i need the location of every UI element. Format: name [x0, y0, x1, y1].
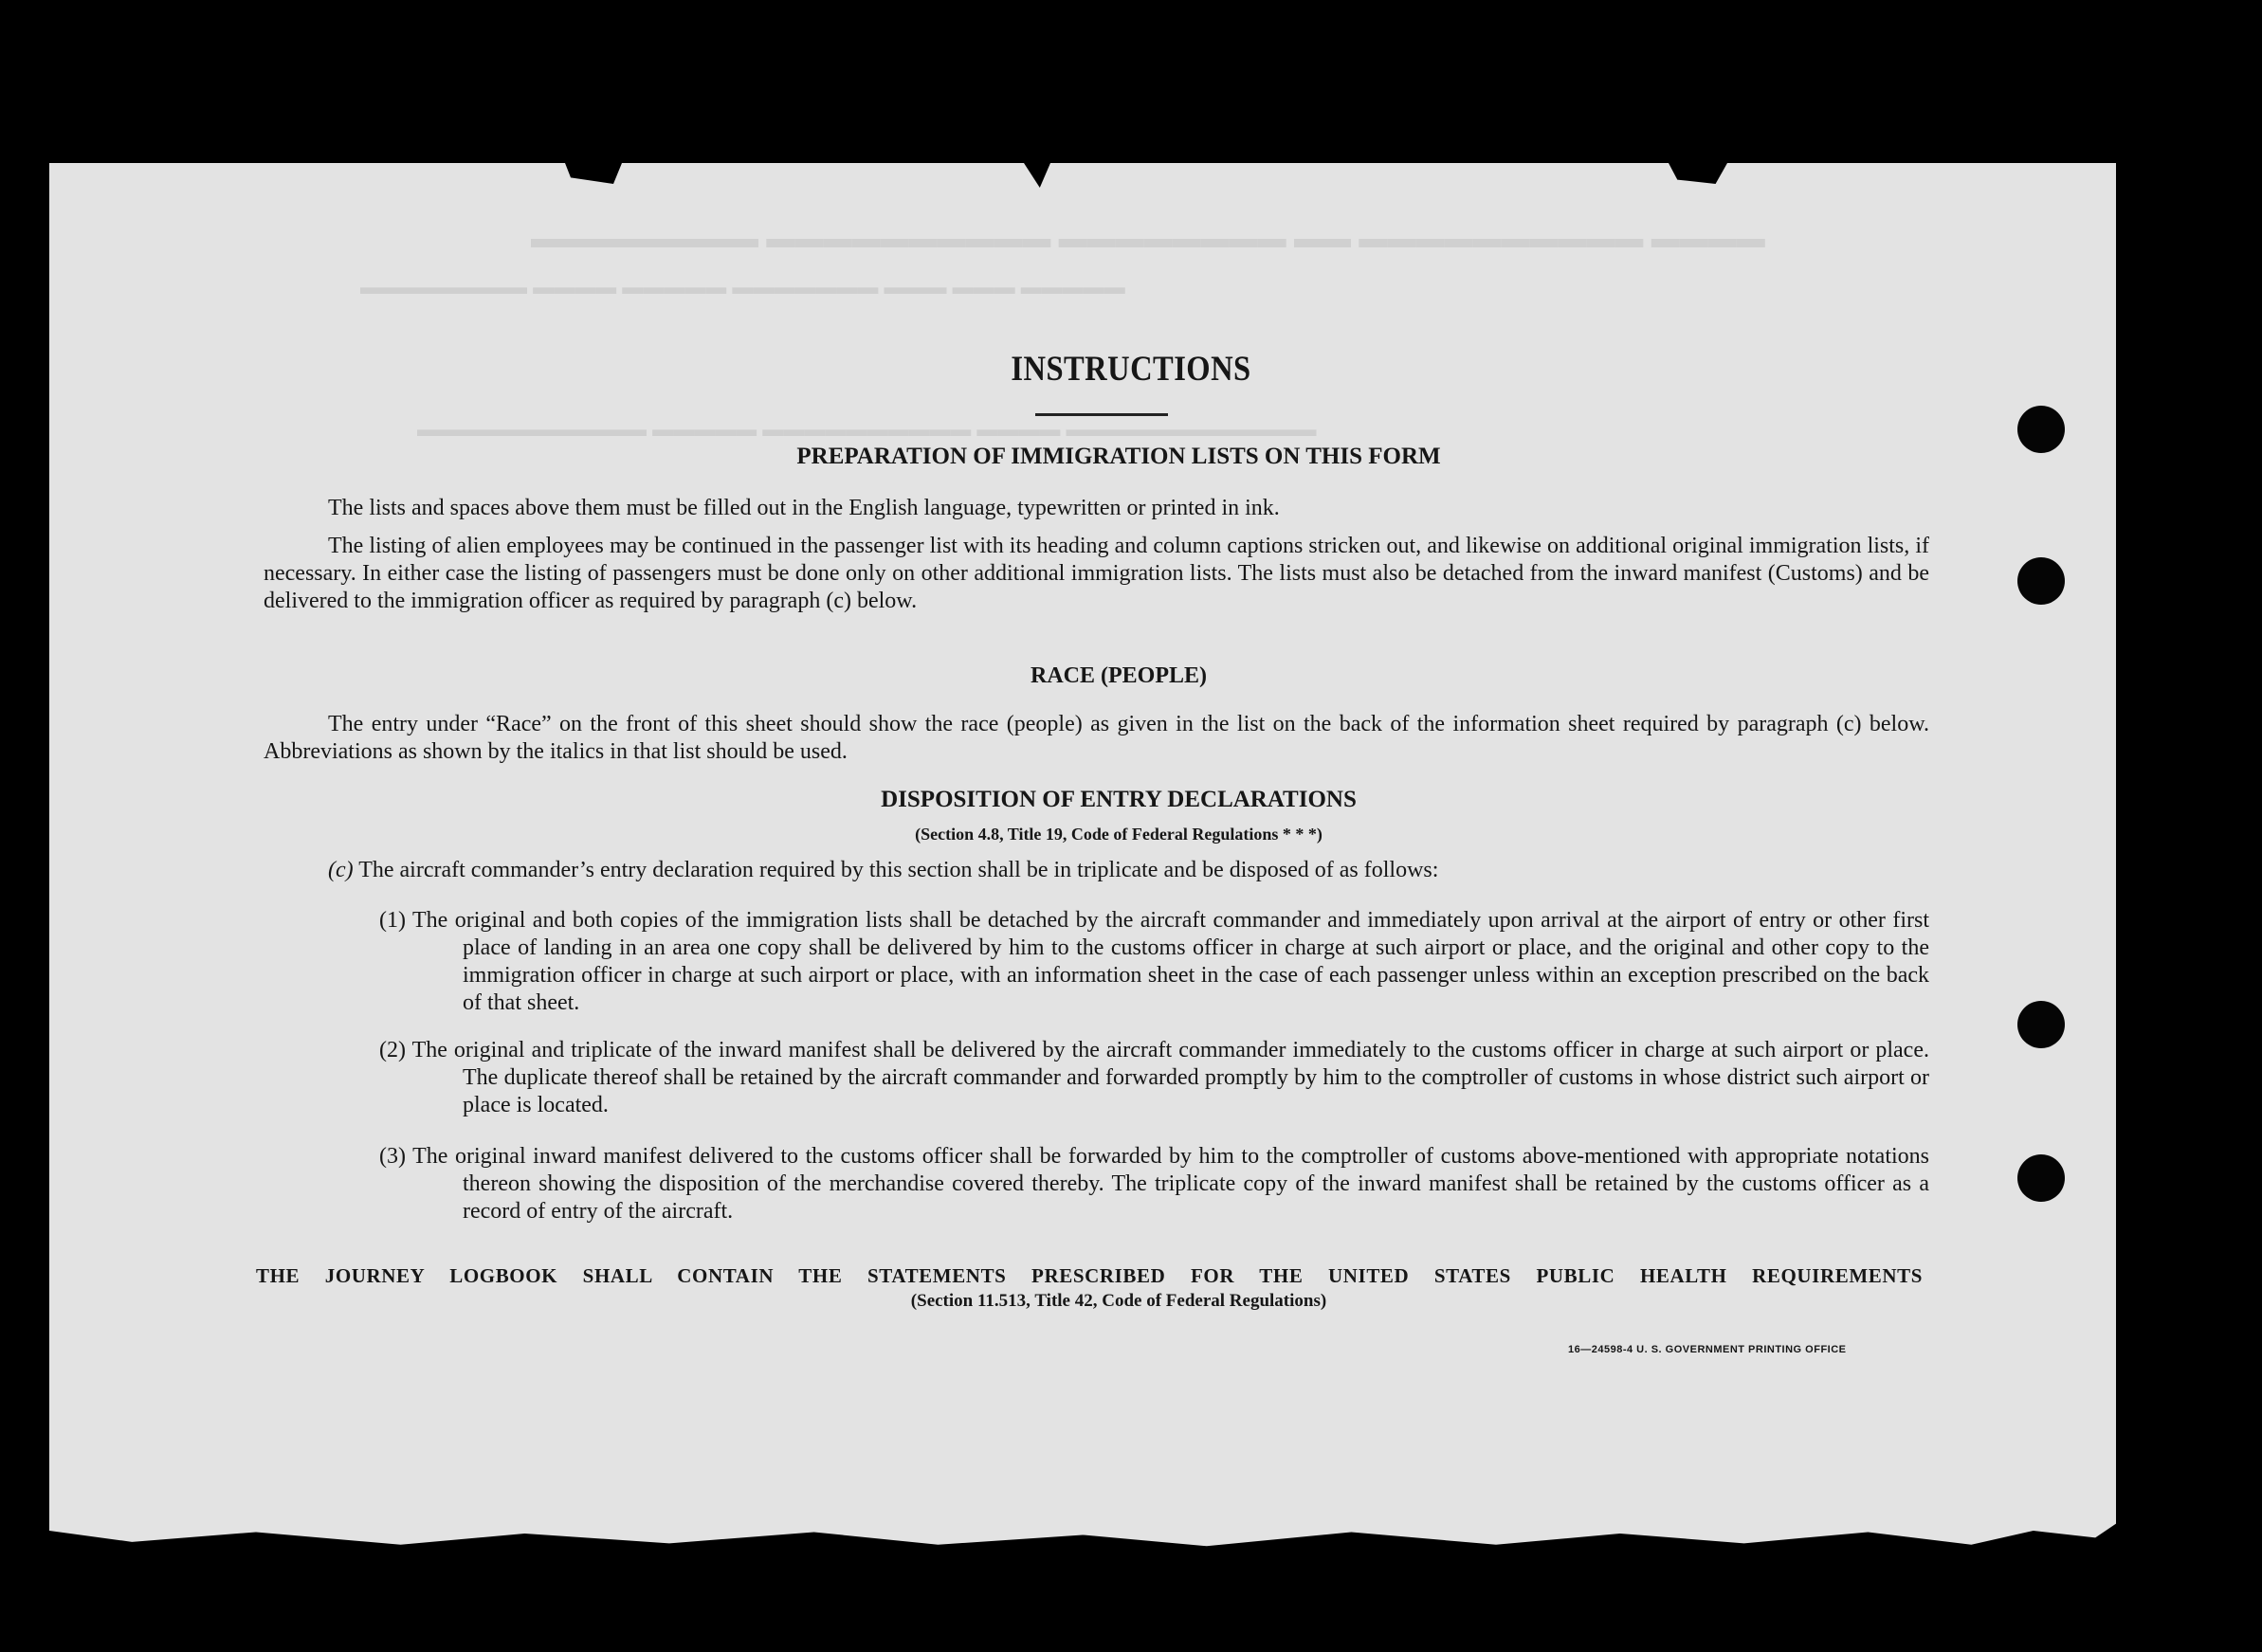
disposition-intro — [328, 857, 1930, 884]
preparation-para-1 — [264, 495, 1929, 522]
disposition-intro-label: (c) — [328, 858, 354, 882]
race-heading: RACE (PEOPLE) — [1031, 663, 1207, 688]
disposition-item-1-text: The original and both copies of the immigration lists shall be detached by the aircraft commander and immediately upon arrival at the airport of entry or other first place of landing in an area one copy shall be delivered by him to the customs officer in charge at such airport or place, and the original and other copy to the immigration officer in charge at such airport or place, with an information sheet in the case of each passenger unless within an exception prescribed on the back of that sheet. — [411, 908, 1929, 1015]
title-underline — [1035, 413, 1168, 416]
race-para-text: The entry under “Race” on the front of this sheet should show the race (people) as given in the list on the back of the information sheet required by paragraph (c) below. Abbreviations as shown by the italics in that list should be used. — [264, 712, 1929, 764]
disposition-intro-text: The aircraft commander’s entry declaration required by this section shall be in triplicate and be disposed of as follows: — [358, 858, 1439, 882]
disposition-item-3-label: (3) — [379, 1144, 406, 1169]
disposition-subheading: (Section 4.8, Title 19, Code of Federal Regulations * * *) — [915, 825, 1323, 844]
bleed-through-header: ▬▬▬▬ ▬▬▬▬▬▬▬▬▬▬ ▬▬ ▬▬▬▬▬▬▬▬ ▬▬▬▬▬▬▬▬▬▬ ▬▬▬▬▬▬▬▬ — [531, 223, 1765, 254]
page-title: INSTRUCTIONS — [1011, 350, 1251, 389]
disposition-item-3 — [379, 1143, 1929, 1225]
preparation-para-1-text: The lists and spaces above them must be filled out in the English language, typewritten or printed in ink. — [328, 496, 1280, 520]
disposition-item-2-label: (2) — [379, 1038, 406, 1062]
disposition-heading: DISPOSITION OF ENTRY DECLARATIONS — [881, 787, 1357, 812]
footer-health-requirements: THE JOURNEY LOGBOOK SHALL CONTAIN THE STATEMENTS PRESCRIBED FOR THE UNITED STATES PUBLIC HEALTH REQUIREMENTS — [256, 1264, 1923, 1287]
disposition-item-2 — [379, 1037, 1929, 1119]
bleed-through-row: ▬▬▬▬▬ ▬▬▬ ▬▬▬ ▬▬▬▬▬▬▬ ▬▬▬▬▬ ▬▬▬▬ ▬▬▬▬▬▬▬▬ — [360, 275, 1125, 299]
disposition-item-3-text: The original inward manifest delivered to the customs officer shall be forwarded by him to the comptroller of customs above-mentioned with appropriate notations thereon showing the disposition of the merchandise covered thereby. The triplicate copy of the inward manifest shall be retained by the customs officer as a record of entry of the aircraft. — [412, 1144, 1929, 1224]
footer-citation: (Section 11.513, Title 42, Code of Federal Regulations) — [910, 1291, 1327, 1311]
preparation-para-2 — [264, 533, 1929, 615]
preparation-para-2-text: The listing of alien employees may be continued in the passenger list with its heading and column captions stricken out, and likewise on additional original immigration lists, if necessary. In either case the listing of passengers must be done only on other additional immigration lists. The lists must also be detached from the inward manifest (Customs) and be delivered to the immigration officer as required by paragraph (c) below. — [264, 534, 1929, 613]
preparation-heading: PREPARATION OF IMMIGRATION LISTS ON THIS FORM — [796, 444, 1441, 469]
disposition-item-1 — [379, 907, 1929, 1017]
disposition-item-2-text: The original and triplicate of the inward manifest shall be delivered by the aircraft commander immediately to the customs officer in charge at such airport or place. The duplicate thereof shall be retained by the aircraft commander and forwarded promptly by him to the comptroller of customs in whose district such airport or place is located. — [411, 1038, 1929, 1117]
bleed-through-row-2: ▬▬▬▬▬▬▬▬▬▬▬▬ ▬▬▬▬ ▬▬▬▬▬▬▬▬▬▬ ▬▬▬▬▬ ▬▬▬▬▬▬▬▬▬▬▬ — [417, 417, 1317, 441]
disposition-item-1-label: (1) — [379, 908, 406, 933]
printer-imprint: 16—24598-4 U. S. GOVERNMENT PRINTING OFFICE — [1568, 1344, 1847, 1355]
race-para — [264, 711, 1929, 766]
